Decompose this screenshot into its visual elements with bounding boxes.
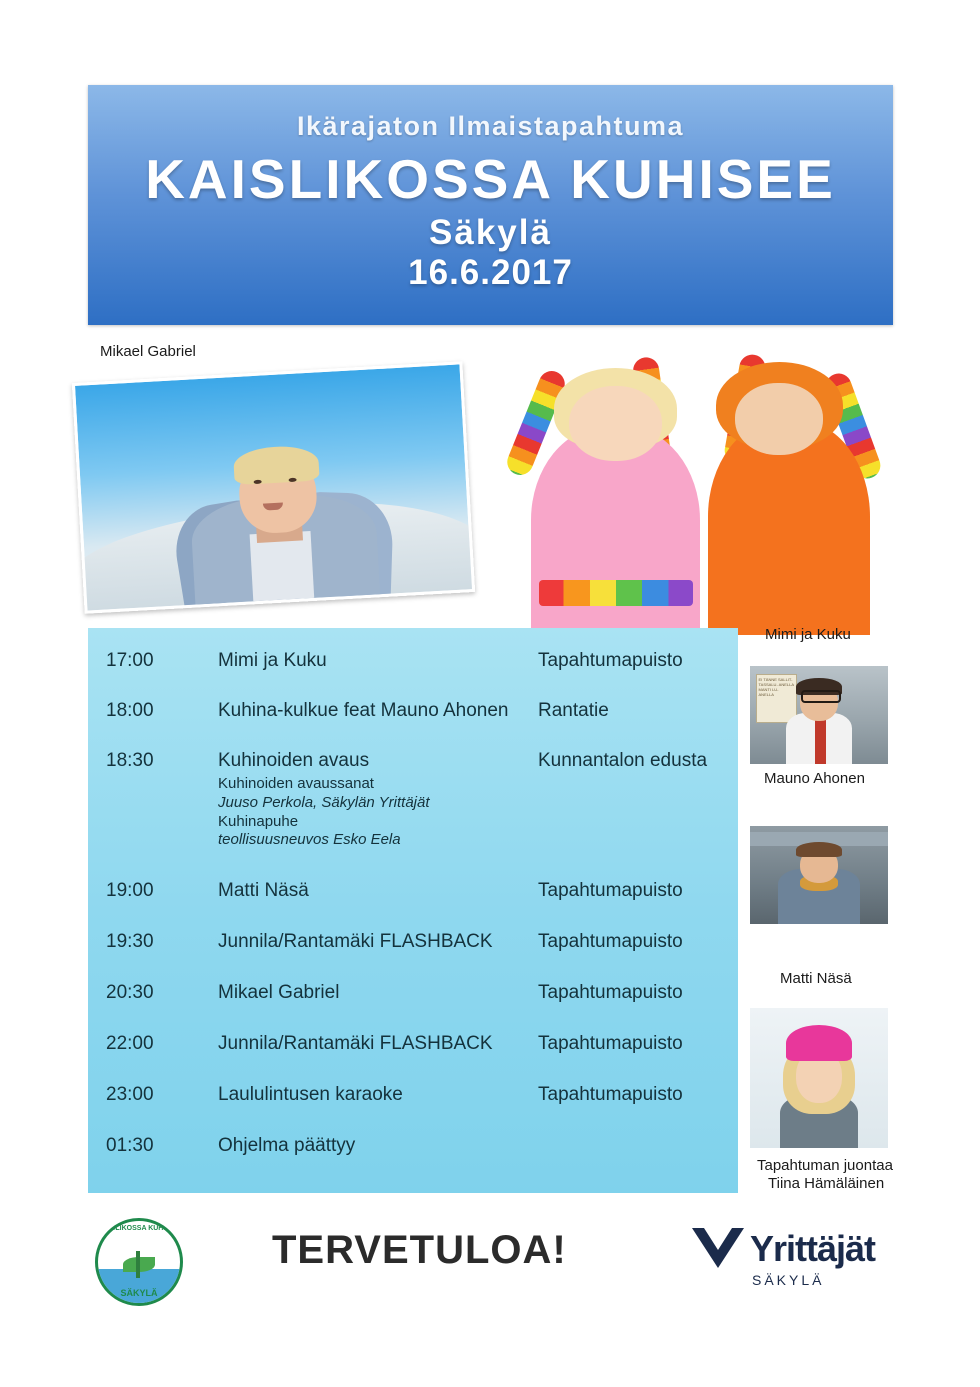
- schedule-panel: [88, 628, 738, 1193]
- caption-host-line2: Tiina Hämäläinen: [768, 1175, 885, 1192]
- schedule-detail-line: Kuhinapuhe: [218, 812, 299, 830]
- schedule-venue: Tapahtumapuisto: [538, 880, 683, 901]
- photo-sign-text: EI TÄNNE SALLIT- TASSALU- ANELLA MANTI LU- ANELLA: [756, 674, 798, 723]
- logo-bottom-text: SÄKYLÄ: [120, 1288, 158, 1298]
- schedule-act: Mimi ja Kuku: [218, 650, 327, 671]
- schedule-time: 23:00: [106, 1084, 154, 1105]
- schedule-act-title: Kuhinoiden avaus: [218, 750, 370, 771]
- photo-mikael-gabriel: [72, 361, 475, 613]
- logo-yrittajat: [692, 1222, 902, 1294]
- page-title: KAISLIKOSSA KUHISEE: [145, 148, 836, 210]
- glasses-icon: [801, 690, 841, 703]
- schedule-venue: Tapahtumapuisto: [538, 1033, 683, 1054]
- schedule-time: 01:30: [106, 1135, 154, 1156]
- schedule-venue: Tapahtumapuisto: [538, 982, 683, 1003]
- schedule-act-details: [218, 775, 538, 850]
- caption-host-line1: Tapahtuman juontaa: [757, 1157, 893, 1174]
- logo-kaislikossa-kuhisee: [95, 1218, 183, 1306]
- schedule-act: Laululintusen karaoke: [218, 1084, 403, 1105]
- schedule-detail-line: Kuhinoiden avaussanat: [218, 775, 374, 792]
- photo-hair-shape: [233, 444, 320, 485]
- schedule-row: [88, 931, 738, 953]
- yrittajat-subtitle: SÄKYLÄ: [752, 1272, 825, 1288]
- photo-belt-shape: [539, 580, 693, 606]
- schedule-time: 17:00: [106, 650, 154, 671]
- schedule-time: 22:00: [106, 1033, 154, 1054]
- header-place: Säkylä: [429, 213, 552, 252]
- schedule-act: Matti Näsä: [218, 880, 309, 901]
- photo-mauno-ahonen: [750, 666, 888, 764]
- schedule-time: 20:30: [106, 982, 154, 1003]
- schedule-row: [88, 1135, 738, 1157]
- header-kicker: Ikärajaton Ilmaistapahtuma: [296, 111, 685, 141]
- photo-face-shape: [569, 386, 661, 461]
- schedule-venue: Tapahtumapuisto: [538, 650, 683, 671]
- schedule-detail-line: Juuso Perkola, Säkylän Yrittäjät: [218, 793, 430, 811]
- schedule-time: 18:00: [106, 700, 154, 721]
- header-date: 16.6.2017: [408, 253, 573, 292]
- schedule-venue: Tapahtumapuisto: [538, 1084, 683, 1105]
- schedule-act: Junnila/Rantamäki FLASHBACK: [218, 1033, 493, 1054]
- caption-mikael-gabriel: Mikael Gabriel: [100, 343, 196, 360]
- schedule-row: [88, 700, 738, 722]
- schedule-row: [88, 982, 738, 1004]
- photo-tiina-hamalainen: [750, 1008, 888, 1148]
- schedule-detail-line: teollisuusneuvos Esko Eela: [218, 831, 401, 849]
- poster-header-banner: [88, 85, 893, 325]
- schedule-act: [218, 750, 538, 850]
- caption-matti-nasa: Matti Näsä: [780, 970, 852, 987]
- schedule-time: 18:30: [106, 750, 154, 771]
- yrittajat-wordmark: Yrittäjät: [750, 1228, 876, 1269]
- logo-top-text: KAISLIKOSSA KUHISEE: [98, 1225, 180, 1232]
- schedule-row: [88, 1084, 738, 1106]
- photo-hat-shape: [786, 1025, 852, 1061]
- photo-matti-nasa: [750, 826, 888, 924]
- yrittajat-triangle-inner-icon: [704, 1228, 732, 1250]
- caption-mimi-ja-kuku: Mimi ja Kuku: [765, 626, 851, 643]
- schedule-row: [88, 1033, 738, 1055]
- schedule-venue: Tapahtumapuisto: [538, 931, 683, 952]
- schedule-act: Kuhina-kulkue feat Mauno Ahonen: [218, 700, 509, 721]
- photo-face-shape: [735, 383, 824, 456]
- schedule-venue: Rantatie: [538, 700, 609, 721]
- photo-tie-shape: [815, 719, 826, 764]
- schedule-act: Mikael Gabriel: [218, 982, 340, 1003]
- schedule-row: [88, 650, 738, 672]
- schedule-time: 19:00: [106, 880, 154, 901]
- photo-hair-shape: [796, 842, 843, 858]
- welcome-text: TERVETULOA!: [272, 1228, 567, 1272]
- caption-mauno-ahonen: Mauno Ahonen: [764, 770, 865, 787]
- schedule-time: 19:30: [106, 931, 154, 952]
- photo-mimi-ja-kuku: [500, 345, 885, 635]
- schedule-act: Ohjelma päättyy: [218, 1135, 356, 1156]
- schedule-row: [88, 750, 738, 850]
- schedule-act: Junnila/Rantamäki FLASHBACK: [218, 931, 493, 952]
- schedule-row: [88, 880, 738, 902]
- schedule-venue: Kunnantalon edusta: [538, 750, 708, 771]
- logo-reed-shape: [136, 1251, 140, 1279]
